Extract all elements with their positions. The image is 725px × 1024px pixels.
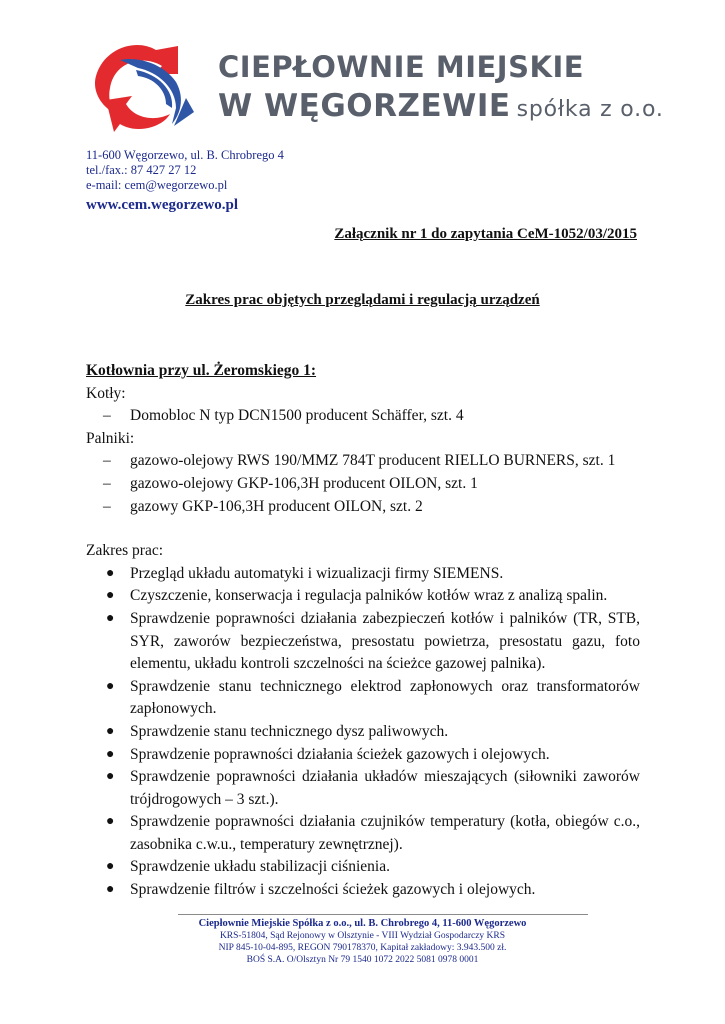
footer-bank: BOŚ S.A. O/Olsztyn Nr 79 1540 1072 2022 5081 0978 0001 [246, 955, 479, 966]
document-body [86, 360, 640, 902]
company-name-city: W WĘGORZEWIE [218, 88, 511, 124]
contact-phone: tel./fax.: 87 427 27 12 [86, 163, 197, 177]
boilers-list [86, 405, 640, 428]
bullet-icon: ● [106, 588, 115, 604]
list-item: ● Czyszczenie, konserwacja i regulacja palników kotłów wraz z analizą spalin. [86, 585, 640, 608]
contact-block [86, 148, 284, 215]
list-item: ● Sprawdzenie poprawności działania układów mieszających (siłowniki zaworów trójdrogowych – 3 szt.). [106, 768, 640, 808]
document-title: Zakres prac objętych przeglądami i regulacją urządzeń [185, 292, 540, 308]
dash-bullet-icon: – [103, 474, 111, 492]
footer-krs: KRS-51804, Sąd Rejonowy w Olsztynie - VIII Wydział Gospodarczy KRS [219, 931, 506, 941]
footer-company: Ciepłownie Miejskie Spółka z o.o., ul. B. Chrobrego 4, 11-600 Węgorzewo [198, 918, 527, 929]
burners-list [86, 450, 640, 518]
list-item: ● Sprawdzenie filtrów i szczelności ścieżek gazowych i olejowych. [86, 879, 640, 902]
dash-bullet-icon: – [103, 497, 111, 515]
logo-red-lower [106, 96, 170, 132]
footer [0, 917, 725, 967]
contact-email[interactable]: e-mail: cem@wegorzewo.pl [86, 178, 228, 192]
company-name-line2 [218, 88, 664, 124]
bullet-icon: ● [106, 610, 115, 626]
dash-bullet-icon: – [103, 452, 111, 470]
list-item: – gazowo-olejowy GKP-106,3H producent OILON, szt. 1 [86, 473, 640, 496]
list-item: ● Sprawdzenie stanu technicznego dysz paliwowych. [86, 721, 640, 744]
bullet-icon: ● [106, 678, 115, 694]
contact-address: 11-600 Węgorzewo, ul. B. Chrobrego 4 [86, 148, 284, 162]
burners-label: Palniki: [86, 429, 135, 447]
list-item: – Domobloc N typ DCN1500 producent Schäffer, szt. 4 [86, 405, 640, 428]
bullet-icon: ● [106, 814, 115, 830]
list-item: – gazowo-olejowy RWS 190/MMZ 784T producent RIELLO BURNERS, szt. 1 [86, 450, 640, 473]
footer-divider [178, 914, 588, 915]
scope-list [86, 563, 640, 902]
dash-bullet-icon: – [103, 407, 111, 425]
footer-nip: NIP 845-10-04-895, REGON 790178370, Kapitał zakładowy: 3.943.500 zł. [218, 943, 507, 954]
bullet-icon: ● [106, 565, 115, 581]
list-item: ● Przegląd układu automatyki i wizualizacji firmy SIEMENS. [86, 563, 640, 586]
bullet-icon: ● [106, 882, 115, 898]
annex-title: Załącznik nr 1 do zapytania CeM-1052/03/2015 [334, 226, 637, 242]
list-item: ● Sprawdzenie układu stabilizacji ciśnienia. [86, 856, 640, 879]
company-name-suffix: spółka z o.o. [516, 97, 664, 122]
list-item: – gazowy GKP-106,3H producent OILON, szt. 2 [86, 496, 640, 519]
section-heading: Kotłownia przy ul. Żeromskiego 1: [86, 362, 317, 379]
boilers-label: Kotły: [86, 384, 126, 402]
bullet-icon: ● [106, 859, 115, 875]
list-item: ● Sprawdzenie poprawności działania zabezpieczeń kotłów i palników (TR, STB, SYR, zaworów bezpieczeństwa, presostatu powietrza, presostatu gazu, foto elementu, układu kontroli szczelności na ścieżce gazowej palnika). [106, 609, 640, 673]
list-item: ● Sprawdzenie stanu technicznego elektrod zapłonowych oraz transformatorów zapłonowych. [106, 677, 640, 718]
list-item: ● Sprawdzenie poprawności działania czujników temperatury (kotła, obiegów c.o., zasobnika c.w.u., temperatury zewnętrznej). [106, 813, 640, 853]
company-logo-icon [92, 38, 196, 134]
scope-label: Zakres prac: [86, 542, 164, 560]
bullet-icon: ● [106, 746, 115, 762]
company-name-line1: CIEPŁOWNIE MIEJSKIE [218, 50, 585, 84]
bullet-icon: ● [106, 723, 115, 739]
list-item: ● Sprawdzenie poprawności działania ścieżek gazowych i olejowych. [86, 744, 640, 767]
bullet-icon: ● [106, 769, 115, 785]
contact-website-link[interactable]: www.cem.wegorzewo.pl [86, 197, 239, 213]
